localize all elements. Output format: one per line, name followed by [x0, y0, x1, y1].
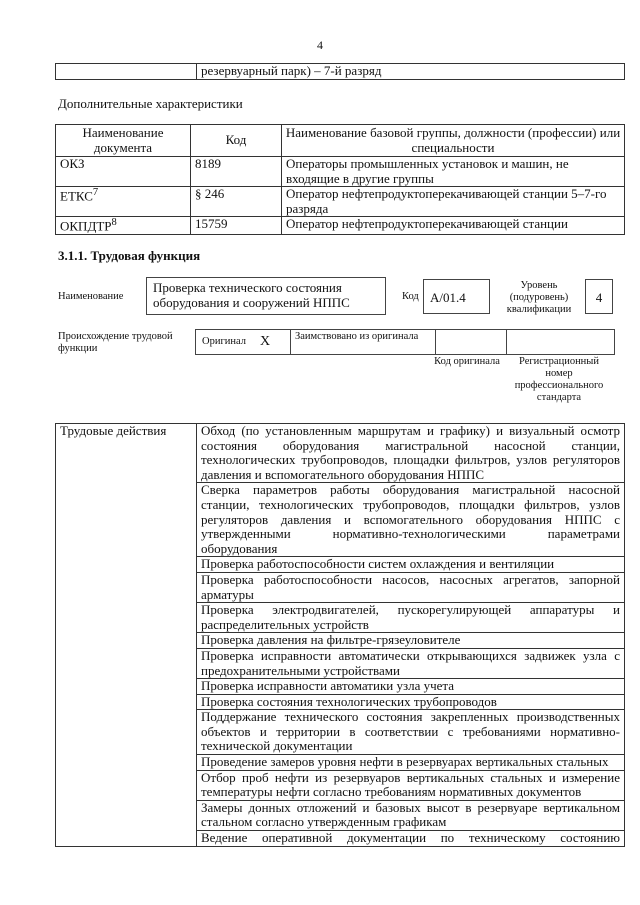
reg-number-cell	[507, 330, 614, 354]
labor-actions-table	[55, 423, 625, 847]
action-item: Проверка исправности автоматики узла учета	[197, 679, 625, 695]
action-item: Проверка состояния технологических трубопроводов	[197, 694, 625, 710]
origin-row	[195, 329, 615, 355]
code-cell: 15759	[191, 217, 282, 235]
orig-code-caption: Код оригинала	[434, 356, 500, 367]
doc-text: ОКПДТР	[60, 218, 112, 234]
table-row	[56, 187, 625, 217]
action-item: Проверка исправности автоматически открывающихся задвижек узла с предохранительными устройствами	[197, 648, 625, 678]
doc-cell	[56, 217, 191, 235]
function-name-box: Проверка технического состояния оборудования и сооружений НППС	[146, 277, 386, 315]
level-box: 4	[585, 279, 613, 314]
original-mark: X	[260, 334, 271, 349]
action-item: Ведение оперативной документации по техническому состоянию	[197, 831, 625, 847]
table-row	[56, 217, 625, 235]
borrowed-cell: Заимствовано из оригинала	[291, 330, 436, 354]
orig-code-cell	[436, 330, 507, 354]
action-item: Отбор проб нефти из резервуаров вертикальных стальных и измерение температуры нефти согласно требованиям нормативных документов	[197, 770, 625, 800]
action-item: Проверка работоспособности систем охлаждения и вентиляции	[197, 557, 625, 573]
footnote-ref: 8	[111, 217, 117, 228]
extra-heading: Дополнительные характеристики	[58, 96, 243, 111]
code-box: А/01.4	[423, 279, 490, 314]
section-heading: 3.1.1. Трудовая функция	[58, 248, 201, 263]
action-item: Поддержание технического состояния закрепленных производственных объектов и территории в соответствии с требованиями нормативно-технической документации	[197, 710, 625, 755]
action-item: Проверка работоспособности насосов, насосных агрегатов, запорной арматуры	[197, 572, 625, 602]
code-cell: § 246	[191, 187, 282, 217]
original-cell	[196, 330, 291, 354]
reg-number-caption: Регистрационный номер профессионального стандарта	[514, 356, 604, 403]
continued-cell: резервуарный парк) – 7-й разряд	[197, 64, 625, 80]
name-cell: Оператор нефтепродуктоперекачивающей станции	[282, 217, 625, 235]
header-code: Код	[191, 125, 282, 157]
code-label: Код	[402, 291, 419, 302]
action-item: Проведение замеров уровня нефти в резервуарах вертикальных стальных	[197, 755, 625, 771]
continued-table	[55, 63, 625, 80]
original-label: Оригинал	[202, 336, 246, 347]
action-item: Проверка давления на фильтре-грязеуловителе	[197, 633, 625, 649]
action-item: Сверка параметров работы оборудования магистральной насосной станции, технологических трубопроводов, площадки фильтров, узлов регуляторов давления и вспомогательного оборудования НППС с утвержденными нормативно-технологическими параметрами оборудования	[197, 483, 625, 557]
page-number: 4	[317, 38, 323, 52]
action-item: Замеры донных отложений и базовых высот в резервуаре вертикальном стальном согласно утвержденным графикам	[197, 800, 625, 830]
action-item: Обход (по установленным маршрутам и графику) и визуальный осмотр состояния оборудования магистральной насосной станции, технологических трубопроводов, площадки фильтров, узлов регуляторов давления и вспомогательного оборудования НППС	[197, 424, 625, 483]
doc-text: ОКЗ	[60, 156, 85, 171]
table-row	[56, 157, 625, 187]
actions-label: Трудовые действия	[56, 424, 197, 847]
level-label: Уровень (подуровень) квалификации	[506, 280, 572, 315]
name-cell: Оператор нефтепродуктоперекачивающей станции 5–7-го разряда	[282, 187, 625, 217]
empty-cell	[56, 64, 197, 80]
table-row	[56, 424, 625, 483]
origin-label: Происхождение трудовой функции	[58, 331, 173, 354]
footnote-ref: 7	[92, 187, 99, 198]
header-doc: Наименование документа	[56, 125, 191, 157]
doc-text: ЕТКС	[60, 188, 93, 204]
doc-cell	[56, 187, 191, 217]
page-cutoff	[0, 872, 640, 905]
name-label: Наименование	[58, 291, 124, 302]
name-cell: Операторы промышленных установок и машин, не входящие в другие группы	[282, 157, 625, 187]
code-cell: 8189	[191, 157, 282, 187]
action-item: Проверка электродвигателей, пускорегулирующей аппаратуры и распределительных устройств	[197, 603, 625, 633]
header-name: Наименование базовой группы, должности (профессии) или специальности	[282, 125, 625, 157]
extra-table	[55, 124, 625, 235]
doc-cell	[56, 157, 191, 187]
